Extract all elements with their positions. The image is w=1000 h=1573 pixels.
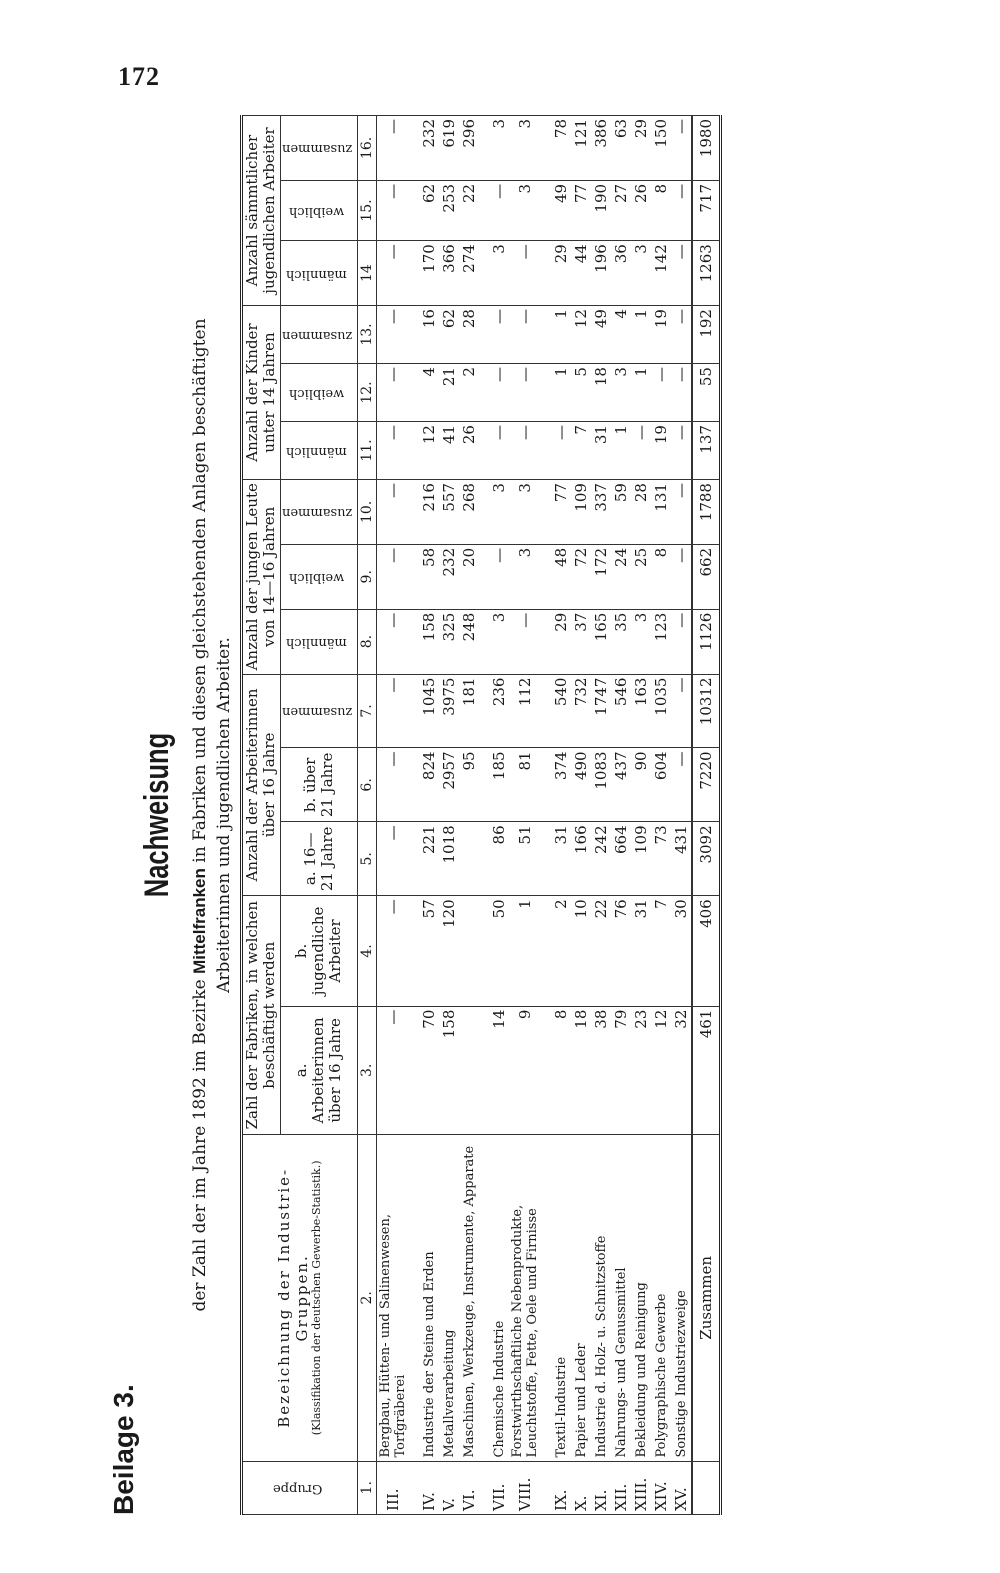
total-col-10: 1788 bbox=[692, 480, 721, 545]
cell-col-6: 2957 bbox=[439, 748, 459, 822]
total-col-14: 1263 bbox=[692, 241, 721, 306]
cell-col-8: 123 bbox=[651, 609, 671, 674]
cell-col-8: — bbox=[377, 609, 410, 674]
cell-col-9: — bbox=[671, 544, 692, 609]
header-arb-zus: zusammen bbox=[280, 674, 358, 748]
cell-col-8: 248 bbox=[459, 609, 479, 674]
cell-col-11: — bbox=[631, 422, 651, 480]
cell-col-16: 619 bbox=[439, 116, 459, 181]
column-index-12: 12. bbox=[358, 364, 377, 422]
cell-col-10: 557 bbox=[439, 480, 459, 545]
table-row bbox=[509, 116, 541, 1515]
header-saemtl: Anzahl sämmtlicher jugendlichen Arbeiter bbox=[242, 116, 281, 306]
cell-col-14: 366 bbox=[439, 241, 459, 306]
group-name: Chemische Industrie bbox=[489, 1135, 509, 1461]
group-name: Textil-Industrie bbox=[551, 1135, 571, 1461]
header-saemtl-z: zusammen bbox=[280, 116, 358, 181]
header-fabriken-a: a. Arbeiterinnen über 16 Jahre bbox=[280, 1006, 358, 1135]
cell-col-13: 1 bbox=[551, 306, 571, 364]
cell-col-14: 29 bbox=[551, 241, 571, 306]
cell-col-3: 23 bbox=[631, 1006, 651, 1135]
cell-col-6: 1083 bbox=[591, 748, 611, 822]
cell-col-10: 109 bbox=[571, 480, 591, 545]
header-junge: Anzahl der jungen Leute von 14—16 Jahren bbox=[242, 480, 281, 674]
cell-col-6: 824 bbox=[419, 748, 439, 822]
cell-col-3: 8 bbox=[551, 1006, 571, 1135]
group-number: X. bbox=[571, 1461, 591, 1514]
cell-col-4: 76 bbox=[611, 896, 631, 1006]
cell-col-4: 120 bbox=[439, 896, 459, 1006]
table-body bbox=[377, 116, 721, 1515]
appendix-label: Beilage 3. bbox=[108, 1384, 139, 1515]
cell-col-13: 4 bbox=[611, 306, 631, 364]
cell-col-8: 165 bbox=[591, 609, 611, 674]
cell-col-7: 540 bbox=[551, 674, 571, 748]
cell-col-13: 1 bbox=[631, 306, 651, 364]
cell-col-5: 1018 bbox=[439, 822, 459, 896]
group-name: Polygraphische Gewerbe bbox=[651, 1135, 671, 1461]
cell-col-11: — bbox=[671, 422, 692, 480]
cell-col-12: 1 bbox=[551, 364, 571, 422]
cell-col-11: — bbox=[551, 422, 571, 480]
table-row bbox=[377, 116, 410, 1515]
cell-col-7: 732 bbox=[571, 674, 591, 748]
cell-col-6: 95 bbox=[459, 748, 479, 822]
cell-col-4: 22 bbox=[591, 896, 611, 1006]
cell-col-15: 49 bbox=[551, 180, 571, 240]
table-row bbox=[459, 116, 479, 1515]
cell-col-9: 8 bbox=[651, 544, 671, 609]
cell-col-4: 2 bbox=[551, 896, 571, 1006]
cell-col-14: 142 bbox=[651, 241, 671, 306]
header-kinder-z: zusammen bbox=[280, 306, 358, 364]
cell-col-9: — bbox=[377, 544, 410, 609]
cell-col-16: 232 bbox=[419, 116, 439, 181]
cell-col-6: 90 bbox=[631, 748, 651, 822]
column-index-11: 11. bbox=[358, 422, 377, 480]
cell-col-3: 70 bbox=[419, 1006, 439, 1135]
cell-col-11: 7 bbox=[571, 422, 591, 480]
cell-col-8: 3 bbox=[631, 609, 651, 674]
cell-col-13: 49 bbox=[591, 306, 611, 364]
column-index-row bbox=[358, 116, 377, 1515]
cell-col-9: 3 bbox=[509, 544, 541, 609]
cell-col-15: — bbox=[671, 180, 692, 240]
header-saemtl-w: weiblich bbox=[280, 180, 358, 240]
cell-col-5 bbox=[459, 822, 479, 896]
cell-col-13: 28 bbox=[459, 306, 479, 364]
group-name: Nahrungs- und Genussmittel bbox=[611, 1135, 631, 1461]
cell-col-10: 268 bbox=[459, 480, 479, 545]
cell-col-7: — bbox=[377, 674, 410, 748]
cell-col-9: — bbox=[489, 544, 509, 609]
cell-col-14: — bbox=[671, 241, 692, 306]
group-name: Papier und Leder bbox=[571, 1135, 591, 1461]
cell-col-5: — bbox=[377, 822, 410, 896]
cell-col-10: 77 bbox=[551, 480, 571, 545]
header-junge-z: zusammen bbox=[280, 480, 358, 545]
cell-col-7: 163 bbox=[631, 674, 651, 748]
table-row bbox=[551, 116, 571, 1515]
cell-col-5: 73 bbox=[651, 822, 671, 896]
column-index-3: 3. bbox=[358, 1006, 377, 1135]
cell-col-10: 337 bbox=[591, 480, 611, 545]
header-arb-a: a. 16—21 Jahre bbox=[280, 822, 358, 896]
cell-col-8: 37 bbox=[571, 609, 591, 674]
cell-col-11: 41 bbox=[439, 422, 459, 480]
header-fabriken-b: b. jugendliche Arbeiter bbox=[280, 896, 358, 1006]
cell-col-15: 77 bbox=[571, 180, 591, 240]
cell-col-4: 57 bbox=[419, 896, 439, 1006]
cell-col-9: 232 bbox=[439, 544, 459, 609]
cell-col-9: 24 bbox=[611, 544, 631, 609]
cell-col-14: 196 bbox=[591, 241, 611, 306]
cell-col-11: — bbox=[377, 422, 410, 480]
total-group-empty bbox=[692, 1461, 721, 1514]
cell-col-5: 431 bbox=[671, 822, 692, 896]
header-arbeiterinnen: Anzahl der Arbeiterinnen über 16 Jahre bbox=[242, 674, 281, 896]
cell-col-3 bbox=[459, 1006, 479, 1135]
cell-col-10: 28 bbox=[631, 480, 651, 545]
cell-col-7: 546 bbox=[611, 674, 631, 748]
cell-col-6: 374 bbox=[551, 748, 571, 822]
cell-col-12: — bbox=[489, 364, 509, 422]
cell-col-9: 172 bbox=[591, 544, 611, 609]
cell-col-11: 1 bbox=[611, 422, 631, 480]
cell-col-9: 20 bbox=[459, 544, 479, 609]
cell-col-12: — bbox=[377, 364, 410, 422]
cell-col-10: 3 bbox=[509, 480, 541, 545]
group-number: XV. bbox=[671, 1461, 692, 1514]
cell-col-12: 3 bbox=[611, 364, 631, 422]
page-title: Nachweisung bbox=[138, 732, 176, 898]
cell-col-5: 166 bbox=[571, 822, 591, 896]
cell-col-7: — bbox=[671, 674, 692, 748]
header-kinder: Anzahl der Kinder unter 14 Jahren bbox=[242, 306, 281, 480]
cell-col-5: 221 bbox=[419, 822, 439, 896]
subtitle-pre: der Zahl der im Jahre 1892 im Bezirke bbox=[190, 979, 210, 1312]
cell-col-16: 121 bbox=[571, 116, 591, 181]
cell-col-3: — bbox=[377, 1006, 410, 1135]
total-col-5: 3092 bbox=[692, 822, 721, 896]
cell-col-12: 4 bbox=[419, 364, 439, 422]
cell-col-3: 38 bbox=[591, 1006, 611, 1135]
cell-col-5: 86 bbox=[489, 822, 509, 896]
cell-col-14: 274 bbox=[459, 241, 479, 306]
group-number: XIV. bbox=[651, 1461, 671, 1514]
cell-col-4: 30 bbox=[671, 896, 692, 1006]
column-index-16: 16. bbox=[358, 116, 377, 181]
column-index-6: 6. bbox=[358, 748, 377, 822]
total-col-15: 717 bbox=[692, 180, 721, 240]
total-label: Zusammen bbox=[692, 1135, 721, 1461]
cell-col-3: 32 bbox=[671, 1006, 692, 1135]
cell-col-8: 325 bbox=[439, 609, 459, 674]
table-row bbox=[631, 116, 651, 1515]
column-index-5: 5. bbox=[358, 822, 377, 896]
cell-col-15: 3 bbox=[509, 180, 541, 240]
table-row bbox=[591, 116, 611, 1515]
cell-col-8: 29 bbox=[551, 609, 571, 674]
group-name: Metallverarbeitung bbox=[439, 1135, 459, 1461]
column-index-15: 15. bbox=[358, 180, 377, 240]
total-col-7: 10312 bbox=[692, 674, 721, 748]
rotated-page bbox=[100, 115, 920, 1515]
cell-col-13: 16 bbox=[419, 306, 439, 364]
cell-col-11: 26 bbox=[459, 422, 479, 480]
cell-col-10: — bbox=[671, 480, 692, 545]
group-name: Bergbau, Hütten- und Salinenwesen, Torfgräberei bbox=[377, 1135, 410, 1461]
cell-col-7: 236 bbox=[489, 674, 509, 748]
group-number: VIII. bbox=[509, 1461, 541, 1514]
cell-col-16: 3 bbox=[489, 116, 509, 181]
column-index-8: 8. bbox=[358, 609, 377, 674]
total-col-9: 662 bbox=[692, 544, 721, 609]
column-index-14: 14 bbox=[358, 241, 377, 306]
total-col-11: 137 bbox=[692, 422, 721, 480]
table-row bbox=[671, 116, 692, 1515]
cell-col-13: — bbox=[509, 306, 541, 364]
cell-col-16: 150 bbox=[651, 116, 671, 181]
cell-col-15: — bbox=[377, 180, 410, 240]
cell-col-9: 58 bbox=[419, 544, 439, 609]
cell-col-15: — bbox=[489, 180, 509, 240]
cell-col-10: 131 bbox=[651, 480, 671, 545]
cell-col-9: 25 bbox=[631, 544, 651, 609]
header-kinder-m: männlich bbox=[280, 422, 358, 480]
cell-col-11: — bbox=[509, 422, 541, 480]
cell-col-15: 26 bbox=[631, 180, 651, 240]
cell-col-11: 12 bbox=[419, 422, 439, 480]
subtitle-line-2: Arbeiterinnen und jugendlichen Arbeiter. bbox=[214, 637, 234, 993]
group-number: XIII. bbox=[631, 1461, 651, 1514]
cell-col-12: — bbox=[651, 364, 671, 422]
cell-col-9: 72 bbox=[571, 544, 591, 609]
cell-col-12: — bbox=[509, 364, 541, 422]
cell-col-8: — bbox=[509, 609, 541, 674]
total-col-3: 461 bbox=[692, 1006, 721, 1135]
cell-col-15: 190 bbox=[591, 180, 611, 240]
cell-col-4: 7 bbox=[651, 896, 671, 1006]
cell-col-16: 29 bbox=[631, 116, 651, 181]
cell-col-7: 3975 bbox=[439, 674, 459, 748]
table-row bbox=[651, 116, 671, 1515]
column-index-2: 2. bbox=[358, 1135, 377, 1461]
total-row bbox=[692, 116, 721, 1515]
group-number: V. bbox=[439, 1461, 459, 1514]
total-col-13: 192 bbox=[692, 306, 721, 364]
cell-col-15: 62 bbox=[419, 180, 439, 240]
page-number: 172 bbox=[118, 62, 160, 91]
cell-col-5: 242 bbox=[591, 822, 611, 896]
column-index-13: 13. bbox=[358, 306, 377, 364]
group-name: Maschinen, Werkzeuge, Instrumente, Apparate bbox=[459, 1135, 479, 1461]
total-col-16: 1980 bbox=[692, 116, 721, 181]
cell-col-9: 48 bbox=[551, 544, 571, 609]
header-gruppe: Gruppe bbox=[242, 1461, 358, 1514]
cell-col-6: 81 bbox=[509, 748, 541, 822]
cell-col-6: — bbox=[671, 748, 692, 822]
cell-col-16: 386 bbox=[591, 116, 611, 181]
group-name: Forstwirthschaftliche Nebenprodukte, Leuchtstoffe, Fette, Oele und Firnisse bbox=[509, 1135, 541, 1461]
cell-col-14: 3 bbox=[631, 241, 651, 306]
cell-col-16: — bbox=[377, 116, 410, 181]
cell-col-6: 490 bbox=[571, 748, 591, 822]
group-name: Sonstige Industriezweige bbox=[671, 1135, 692, 1461]
column-index-4: 4. bbox=[358, 896, 377, 1006]
total-col-6: 7220 bbox=[692, 748, 721, 822]
cell-col-4: — bbox=[377, 896, 410, 1006]
cell-col-5: 31 bbox=[551, 822, 571, 896]
table-row bbox=[419, 116, 439, 1515]
subtitle-line-1 bbox=[190, 115, 210, 1515]
cell-col-14: — bbox=[377, 241, 410, 306]
header-junge-w: weiblich bbox=[280, 544, 358, 609]
cell-col-13: — bbox=[671, 306, 692, 364]
cell-col-6: — bbox=[377, 748, 410, 822]
cell-col-3: 158 bbox=[439, 1006, 459, 1135]
cell-col-12: 18 bbox=[591, 364, 611, 422]
group-name: Bekleidung und Reinigung bbox=[631, 1135, 651, 1461]
column-index-10: 10. bbox=[358, 480, 377, 545]
cell-col-4: 1 bbox=[509, 896, 541, 1006]
column-index-1: 1. bbox=[358, 1461, 377, 1514]
header-junge-m: männlich bbox=[280, 609, 358, 674]
cell-col-3: 14 bbox=[489, 1006, 509, 1135]
cell-col-12: — bbox=[671, 364, 692, 422]
header-saemtl-m: männlich bbox=[280, 241, 358, 306]
cell-col-13: 62 bbox=[439, 306, 459, 364]
cell-col-7: 181 bbox=[459, 674, 479, 748]
column-index-7: 7. bbox=[358, 674, 377, 748]
cell-col-4: 31 bbox=[631, 896, 651, 1006]
cell-col-7: 1035 bbox=[651, 674, 671, 748]
total-col-4: 406 bbox=[692, 896, 721, 1006]
column-index-9: 9. bbox=[358, 544, 377, 609]
cell-col-15: 253 bbox=[439, 180, 459, 240]
cell-col-14: 170 bbox=[419, 241, 439, 306]
cell-col-14: 44 bbox=[571, 241, 591, 306]
header-arb-b: b. über 21 Jahre bbox=[280, 748, 358, 822]
group-number: III. bbox=[377, 1461, 410, 1514]
cell-col-3: 18 bbox=[571, 1006, 591, 1135]
cell-col-13: 19 bbox=[651, 306, 671, 364]
cell-col-11: 19 bbox=[651, 422, 671, 480]
group-number: IV. bbox=[419, 1461, 439, 1514]
row-spacer bbox=[479, 116, 489, 1515]
cell-col-14: — bbox=[509, 241, 541, 306]
table-row bbox=[611, 116, 631, 1515]
cell-col-7: 112 bbox=[509, 674, 541, 748]
cell-col-12: 21 bbox=[439, 364, 459, 422]
total-col-8: 1126 bbox=[692, 609, 721, 674]
cell-col-10: — bbox=[377, 480, 410, 545]
cell-col-6: 437 bbox=[611, 748, 631, 822]
cell-col-5: 51 bbox=[509, 822, 541, 896]
cell-col-14: 3 bbox=[489, 241, 509, 306]
cell-col-4 bbox=[459, 896, 479, 1006]
header-bezeichnung: Bezeichnung der Industrie-Gruppen. (Klassifikation der deutschen Gewerbe-Statistik.) bbox=[242, 1135, 358, 1461]
cell-col-16: 63 bbox=[611, 116, 631, 181]
cell-col-10: 216 bbox=[419, 480, 439, 545]
table-row bbox=[571, 116, 591, 1515]
cell-col-15: 8 bbox=[651, 180, 671, 240]
cell-col-10: 3 bbox=[489, 480, 509, 545]
cell-col-7: 1045 bbox=[419, 674, 439, 748]
cell-col-16: 296 bbox=[459, 116, 479, 181]
row-spacer bbox=[541, 116, 551, 1515]
subtitle-region: Mittelfranken bbox=[190, 868, 209, 974]
cell-col-3: 79 bbox=[611, 1006, 631, 1135]
cell-col-3: 12 bbox=[651, 1006, 671, 1135]
cell-col-13: 12 bbox=[571, 306, 591, 364]
cell-col-11: 31 bbox=[591, 422, 611, 480]
cell-col-16: 78 bbox=[551, 116, 571, 181]
header-fabriken: Zahl der Fabriken, in welchen beschäftigt werden bbox=[242, 896, 281, 1135]
cell-col-7: 1747 bbox=[591, 674, 611, 748]
cell-col-12: 5 bbox=[571, 364, 591, 422]
cell-col-10: 59 bbox=[611, 480, 631, 545]
cell-col-8: 158 bbox=[419, 609, 439, 674]
group-name: Industrie d. Holz- u. Schnitzstoffe bbox=[591, 1135, 611, 1461]
cell-col-3: 9 bbox=[509, 1006, 541, 1135]
table-row bbox=[439, 116, 459, 1515]
cell-col-4: 50 bbox=[489, 896, 509, 1006]
group-number: XI. bbox=[591, 1461, 611, 1514]
subtitle-post: in Fabriken und diesen gleichstehenden Anlagen beschäftigten bbox=[190, 318, 210, 863]
cell-col-11: — bbox=[489, 422, 509, 480]
cell-col-4: 10 bbox=[571, 896, 591, 1006]
cell-col-16: 3 bbox=[509, 116, 541, 181]
table-row bbox=[489, 116, 509, 1515]
group-number: VII. bbox=[489, 1461, 509, 1514]
total-col-12: 55 bbox=[692, 364, 721, 422]
statistics-table bbox=[240, 115, 722, 1515]
group-name: Industrie der Steine und Erden bbox=[419, 1135, 439, 1461]
cell-col-8: — bbox=[671, 609, 692, 674]
header-kinder-w: weiblich bbox=[280, 364, 358, 422]
row-spacer bbox=[409, 116, 419, 1515]
cell-col-6: 604 bbox=[651, 748, 671, 822]
cell-col-15: 22 bbox=[459, 180, 479, 240]
group-number: IX. bbox=[551, 1461, 571, 1514]
cell-col-8: 3 bbox=[489, 609, 509, 674]
cell-col-6: 185 bbox=[489, 748, 509, 822]
cell-col-15: 27 bbox=[611, 180, 631, 240]
cell-col-13: — bbox=[489, 306, 509, 364]
cell-col-16: — bbox=[671, 116, 692, 181]
cell-col-12: 1 bbox=[631, 364, 651, 422]
group-number: XII. bbox=[611, 1461, 631, 1514]
cell-col-5: 109 bbox=[631, 822, 651, 896]
cell-col-8: 35 bbox=[611, 609, 631, 674]
cell-col-14: 36 bbox=[611, 241, 631, 306]
cell-col-13: — bbox=[377, 306, 410, 364]
group-number: VI. bbox=[459, 1461, 479, 1514]
cell-col-12: 2 bbox=[459, 364, 479, 422]
cell-col-5: 664 bbox=[611, 822, 631, 896]
